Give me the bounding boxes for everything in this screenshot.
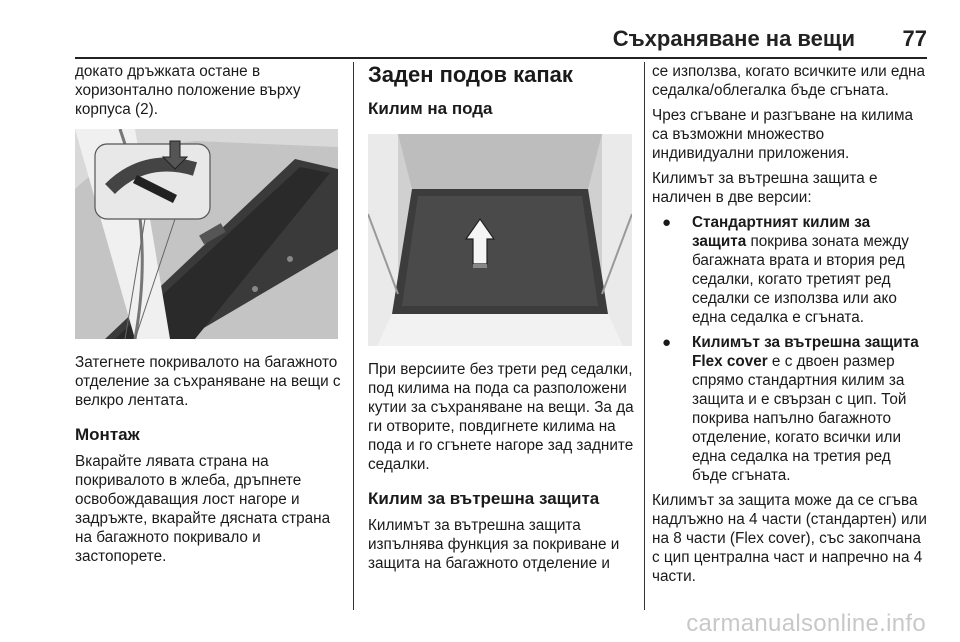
column-divider-2 xyxy=(644,62,645,610)
column-2 xyxy=(368,62,638,573)
page-title: Съхраняване на вещи xyxy=(612,26,855,51)
col3-paragraph-2: Чрез сгъване и разгъване на килима са възможни множество индивидуални приложения. xyxy=(652,107,913,162)
figure-floor-carpet xyxy=(368,134,632,346)
list-item-text: е с двоен размер спрямо стандартния килим за защита и е свързан с цип. Той покрива напълно багажното отделение, когато всички или една седалка на третия ред бъде сгъната. xyxy=(692,353,907,484)
col3-paragraph-1: се използва, когато всичките или една седалка/облегалка бъде сгъната. xyxy=(652,63,925,99)
col2-paragraph-1: При версиите без трети ред седалки, под килима на пода са разположени кутии за съхраняване на вещи. За да ги отворите, повдигнете килима на пода и го сгънете нагоре зад задните седалки. xyxy=(368,361,634,473)
page-number: 77 xyxy=(902,26,927,51)
column-1 xyxy=(75,62,343,566)
list-item-bold: Стандартният килим за защита xyxy=(692,214,871,250)
col1-paragraph-2: Затегнете покривалото на багажното отделение за съхраняване на вещи с велкро лентата. xyxy=(75,354,341,409)
col1-paragraph-1: докато дръжката остане в хоризонтално положение върху корпуса (2). xyxy=(75,63,301,118)
page-header xyxy=(75,26,927,56)
col1-paragraph-3: Вкарайте лявата страна на покривалото в жлеба, дръпнете освобождаващия лост нагоре и задръжте, вкарайте дясната страна на багажното покривало и застопорете. xyxy=(75,453,331,565)
col2-paragraph-2: Килимът за вътрешна защита изпълнява функция за покриване и защита на багажното отделение и xyxy=(368,517,620,572)
heading-protective-carpet: Килим за вътрешна защита xyxy=(368,489,600,508)
bullet-icon: ● xyxy=(662,214,672,231)
heading-montage: Монтаж xyxy=(75,425,140,444)
col3-paragraph-3: Килимът за вътрешна защита е наличен в две версии: xyxy=(652,170,878,206)
list-item xyxy=(652,213,928,327)
watermark: carmanualsonline.info xyxy=(686,610,926,637)
heading-floor-carpet: Килим на пода xyxy=(368,99,493,118)
heading-rear-floor-cover: Заден подов капак xyxy=(368,62,573,87)
carpet-versions-list xyxy=(652,213,928,485)
list-item-text: покрива зоната между багажната врата и втория ред седалки, когато третият ред седалки се използва или ако една седалка е сгъната. xyxy=(692,233,909,326)
list-item-bold: Килимът за вътрешна защита Flex cover xyxy=(692,334,919,370)
list-item xyxy=(652,333,928,485)
column-divider-1 xyxy=(353,62,354,610)
column-3 xyxy=(652,62,928,586)
bullet-icon: ● xyxy=(662,334,672,351)
header-rule xyxy=(75,57,927,59)
col3-paragraph-4: Килимът за защита може да се сгъва надлъжно на 4 части (стандартен) или на 8 части (Flex cover), със закопчана с цип централна част и напречно на 4 части. xyxy=(652,492,927,585)
figure-cargo-cover-velcro xyxy=(75,129,338,339)
